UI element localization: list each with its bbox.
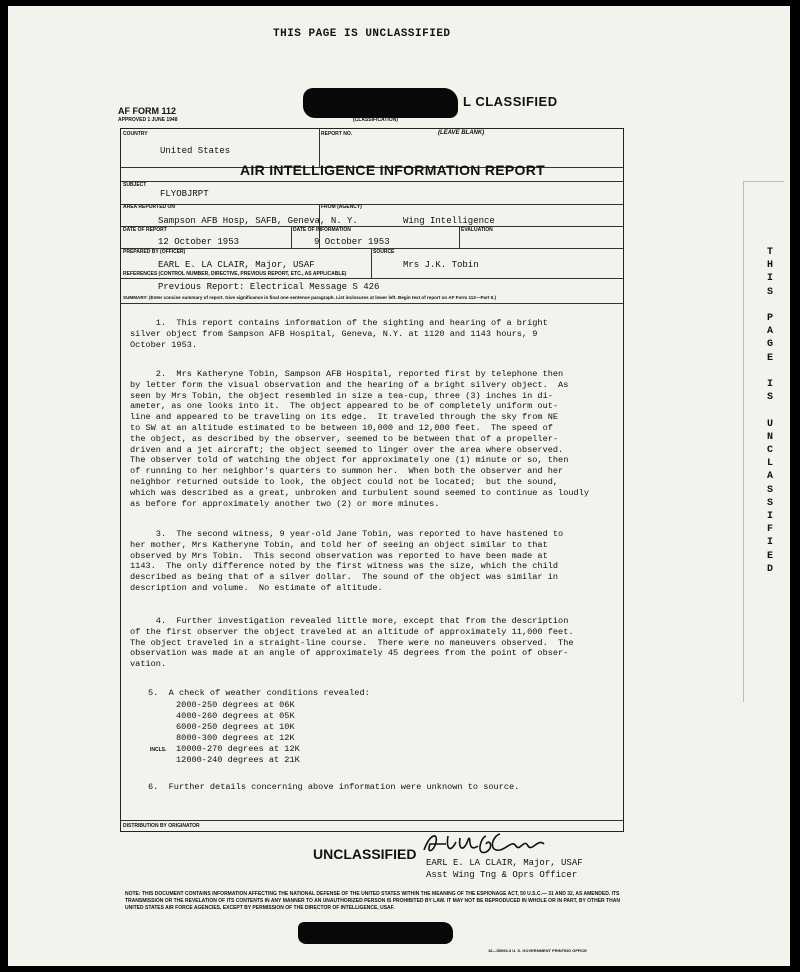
paragraph-2: 2. Mrs Katheryne Tobin, Sampson AFB Hospital, reported first by telephone then by letter form the visual observation and the hearing of a bright silvery object. As seen by Mrs Tobin, the object resembled in size a tea-cup, three (3) inches in di- ameter, as one looks into it. The object appeared to be of completely uniform out- line and appeared to be traveling on its edge. It traveled through the sky from NE to SW at an altitude estimated to be between 10,000 and 12,000 feet. The speed of the object, as described by the observer, seemed to be between that of a propeller- driven and a jet aircraft; the object seemed to linger over the area where observed. The observer told of watching the object for approximately one (1) minute or so, then of running to her neighbor's quarters to summon her. When both the observer and her neighbor returned outside to look, the object could not be located; but the sound, which was described as a great, unbroken and turbulent sound seemed to continue as loudly as before for approximately another two (2) or more minutes. <box>130 369 589 509</box>
area-reported-label: AREA REPORTED ON <box>123 204 176 210</box>
printing-code: 16—55093-3 U. S. GOVERNMENT PRINTING OFFICE <box>488 948 587 953</box>
sidebar-unclassified-text <box>763 246 777 576</box>
espionage-act-notice: NOTE: THIS DOCUMENT CONTAINS INFORMATION AFFECTING THE NATIONAL DEFENSE OF THE UNITED STATES WITHIN THE MEANING OF THE ESPIONAGE ACT, 50 U.S.C.— 31 AND 32, AS AMENDED. ITS TRANSMISSION OR THE REVELATION OF ITS CONTENTS IN ANY MANNER TO AN UNAUTHORIZED PERSON IS PROHIBITED BY LAW. IT MAY NOT BE REPRODUCED IN WHOLE OR IN PART, BY OTHER THAN UNITED STATES AIR FORCE AGENCIES, EXCEPT BY PERMISSION OF THE DIRECTOR OF INTELLIGENCE, USAF. <box>125 891 620 911</box>
sidebar-letter: E <box>766 550 773 562</box>
paragraph-5-intro: 5. A check of weather conditions revealed: <box>148 688 370 698</box>
sidebar-letter: I <box>766 511 773 523</box>
sidebar-letter: I <box>766 273 773 285</box>
incls-label: INCLS. <box>150 747 167 753</box>
date-of-report-value: 12 October 1953 <box>158 237 240 247</box>
sidebar-gap <box>763 365 777 378</box>
paragraph-1: 1. This report contains information of the sighting and hearing of a bright silver object from Sampson AFB Hospital, Geneva, N.Y. at 1120 and 1143 hours, 9 October 1953. <box>130 318 548 350</box>
references-value: Previous Report: Electrical Message S 426 <box>158 282 380 292</box>
handwritten-signature <box>416 828 566 862</box>
date-of-report-label: DATE OF REPORT <box>123 227 167 233</box>
form-approved-date: APPROVED 1 JUNE 1948 <box>118 117 178 123</box>
weather-line: 10000-270 degrees at 12K <box>176 744 300 754</box>
top-classification-banner: THIS PAGE IS UNCLASSIFIED <box>273 28 451 40</box>
weather-line: 2000-250 degrees at 06K <box>176 700 295 710</box>
sidebar-letter: P <box>766 313 773 325</box>
subject-value: FLYOBJRPT <box>160 189 209 199</box>
classification-label: (CLASSIFICATION) <box>353 117 398 123</box>
sidebar-gap <box>763 404 777 417</box>
sidebar-letter: L <box>766 458 773 470</box>
report-title: AIR INTELLIGENCE INFORMATION REPORT <box>240 162 546 178</box>
evaluation-label: EVALUATION <box>461 227 493 233</box>
prepared-by-value: EARL E. LA CLAIR, Major, USAF <box>158 260 315 270</box>
sidebar-letter: C <box>766 445 773 457</box>
sidebar-letter: U <box>766 418 773 430</box>
sidebar-letter: G <box>766 339 773 351</box>
weather-line: 8000-300 degrees at 12K <box>176 733 295 743</box>
country-label: COUNTRY <box>123 131 148 137</box>
from-agency-value: Wing Intelligence <box>403 216 495 226</box>
unclassified-stamp: UNCLASSIFIED <box>313 846 417 862</box>
sidebar-letter: S <box>766 497 773 509</box>
sidebar-letter: A <box>766 471 773 483</box>
weather-line: 12000-240 degrees at 21K <box>176 755 300 765</box>
subject-label: SUBJECT <box>123 182 147 188</box>
weather-line: 4000-260 degrees at 05K <box>176 711 295 721</box>
sidebar-letter: E <box>766 352 773 364</box>
document-page <box>8 6 790 966</box>
leave-blank-label: (LEAVE BLANK) <box>438 130 485 136</box>
paragraph-4: 4. Further investigation revealed little more, except that from the description of the first observer the object traveled at an altitude of approximately 11,000 feet. The object traveled in a straight-line course. There were no maneuvers observed. The observation was made at an angle of approximately 45 degrees from the point of obser- vation. <box>130 616 574 670</box>
sidebar-letter: I <box>766 537 773 549</box>
sidebar-letter: F <box>766 524 773 536</box>
sidebar-letter: S <box>766 286 773 298</box>
date-of-info-value: 9 October 1953 <box>314 237 390 247</box>
country-value: United States <box>160 146 231 156</box>
references-label: REFERENCES (CONTROL NUMBER, DIRECTIVE, PREVIOUS REPORT, ETC., AS APPLICABLE) <box>123 271 347 277</box>
sidebar-letter: S <box>766 392 773 404</box>
area-reported-value: Sampson AFB Hosp, SAFB, Geneva, N. Y. <box>158 216 358 226</box>
paragraph-6: 6. Further details concerning above information were unknown to source. <box>148 782 520 792</box>
from-agency-label: FROM (AGENCY) <box>321 204 362 210</box>
summary-label: SUMMARY: (Enter concise summary of report. Give significance in final one-sentence paragraph. List inclosures at lower left. Begin text of report on AF Form 112—Part II.) <box>123 295 497 300</box>
sidebar-letter: I <box>766 379 773 391</box>
distribution-label: DISTRIBUTION BY ORIGINATOR <box>123 823 200 829</box>
redaction-bottom <box>298 922 453 944</box>
source-label: SOURCE <box>373 249 395 255</box>
sidebar-letter: D <box>766 563 773 575</box>
weather-line: 6000-250 degrees at 10K <box>176 722 295 732</box>
sidebar-letter: H <box>766 260 773 272</box>
classification-top: L CLASSIFIED <box>463 94 558 109</box>
source-value: Mrs J.K. Tobin <box>403 260 479 270</box>
prepared-by-label: PREPARED BY (OFFICER) <box>123 249 186 255</box>
redaction-top <box>303 88 458 118</box>
signatory-name: EARL E. LA CLAIR, Major, USAF <box>426 858 583 868</box>
sidebar-letter: A <box>766 326 773 338</box>
sidebar-gap <box>763 299 777 312</box>
sidebar-letter: N <box>766 431 773 443</box>
form-number: AF FORM 112 <box>118 106 177 116</box>
date-of-info-label: DATE OF INFORMATION <box>293 227 351 233</box>
report-no-label: REPORT NO. <box>321 131 353 137</box>
sidebar-letter: S <box>766 484 773 496</box>
signatory-title: Asst Wing Tng & Oprs Officer <box>426 870 578 880</box>
paragraph-3: 3. The second witness, 9 year-old Jane Tobin, was reported to have hastened to her mother, Mrs Katheryne Tobin, and told her of seeing an object similar to that observed by Mrs Tobin. This second observation was reported to have been made at 1143. The only difference noted by the first witness was the size, which the child described as being that of a silver dollar. The sound of the object was similar in description and volume. No estimate of altitude. <box>130 529 564 593</box>
sidebar-letter: T <box>766 247 773 258</box>
